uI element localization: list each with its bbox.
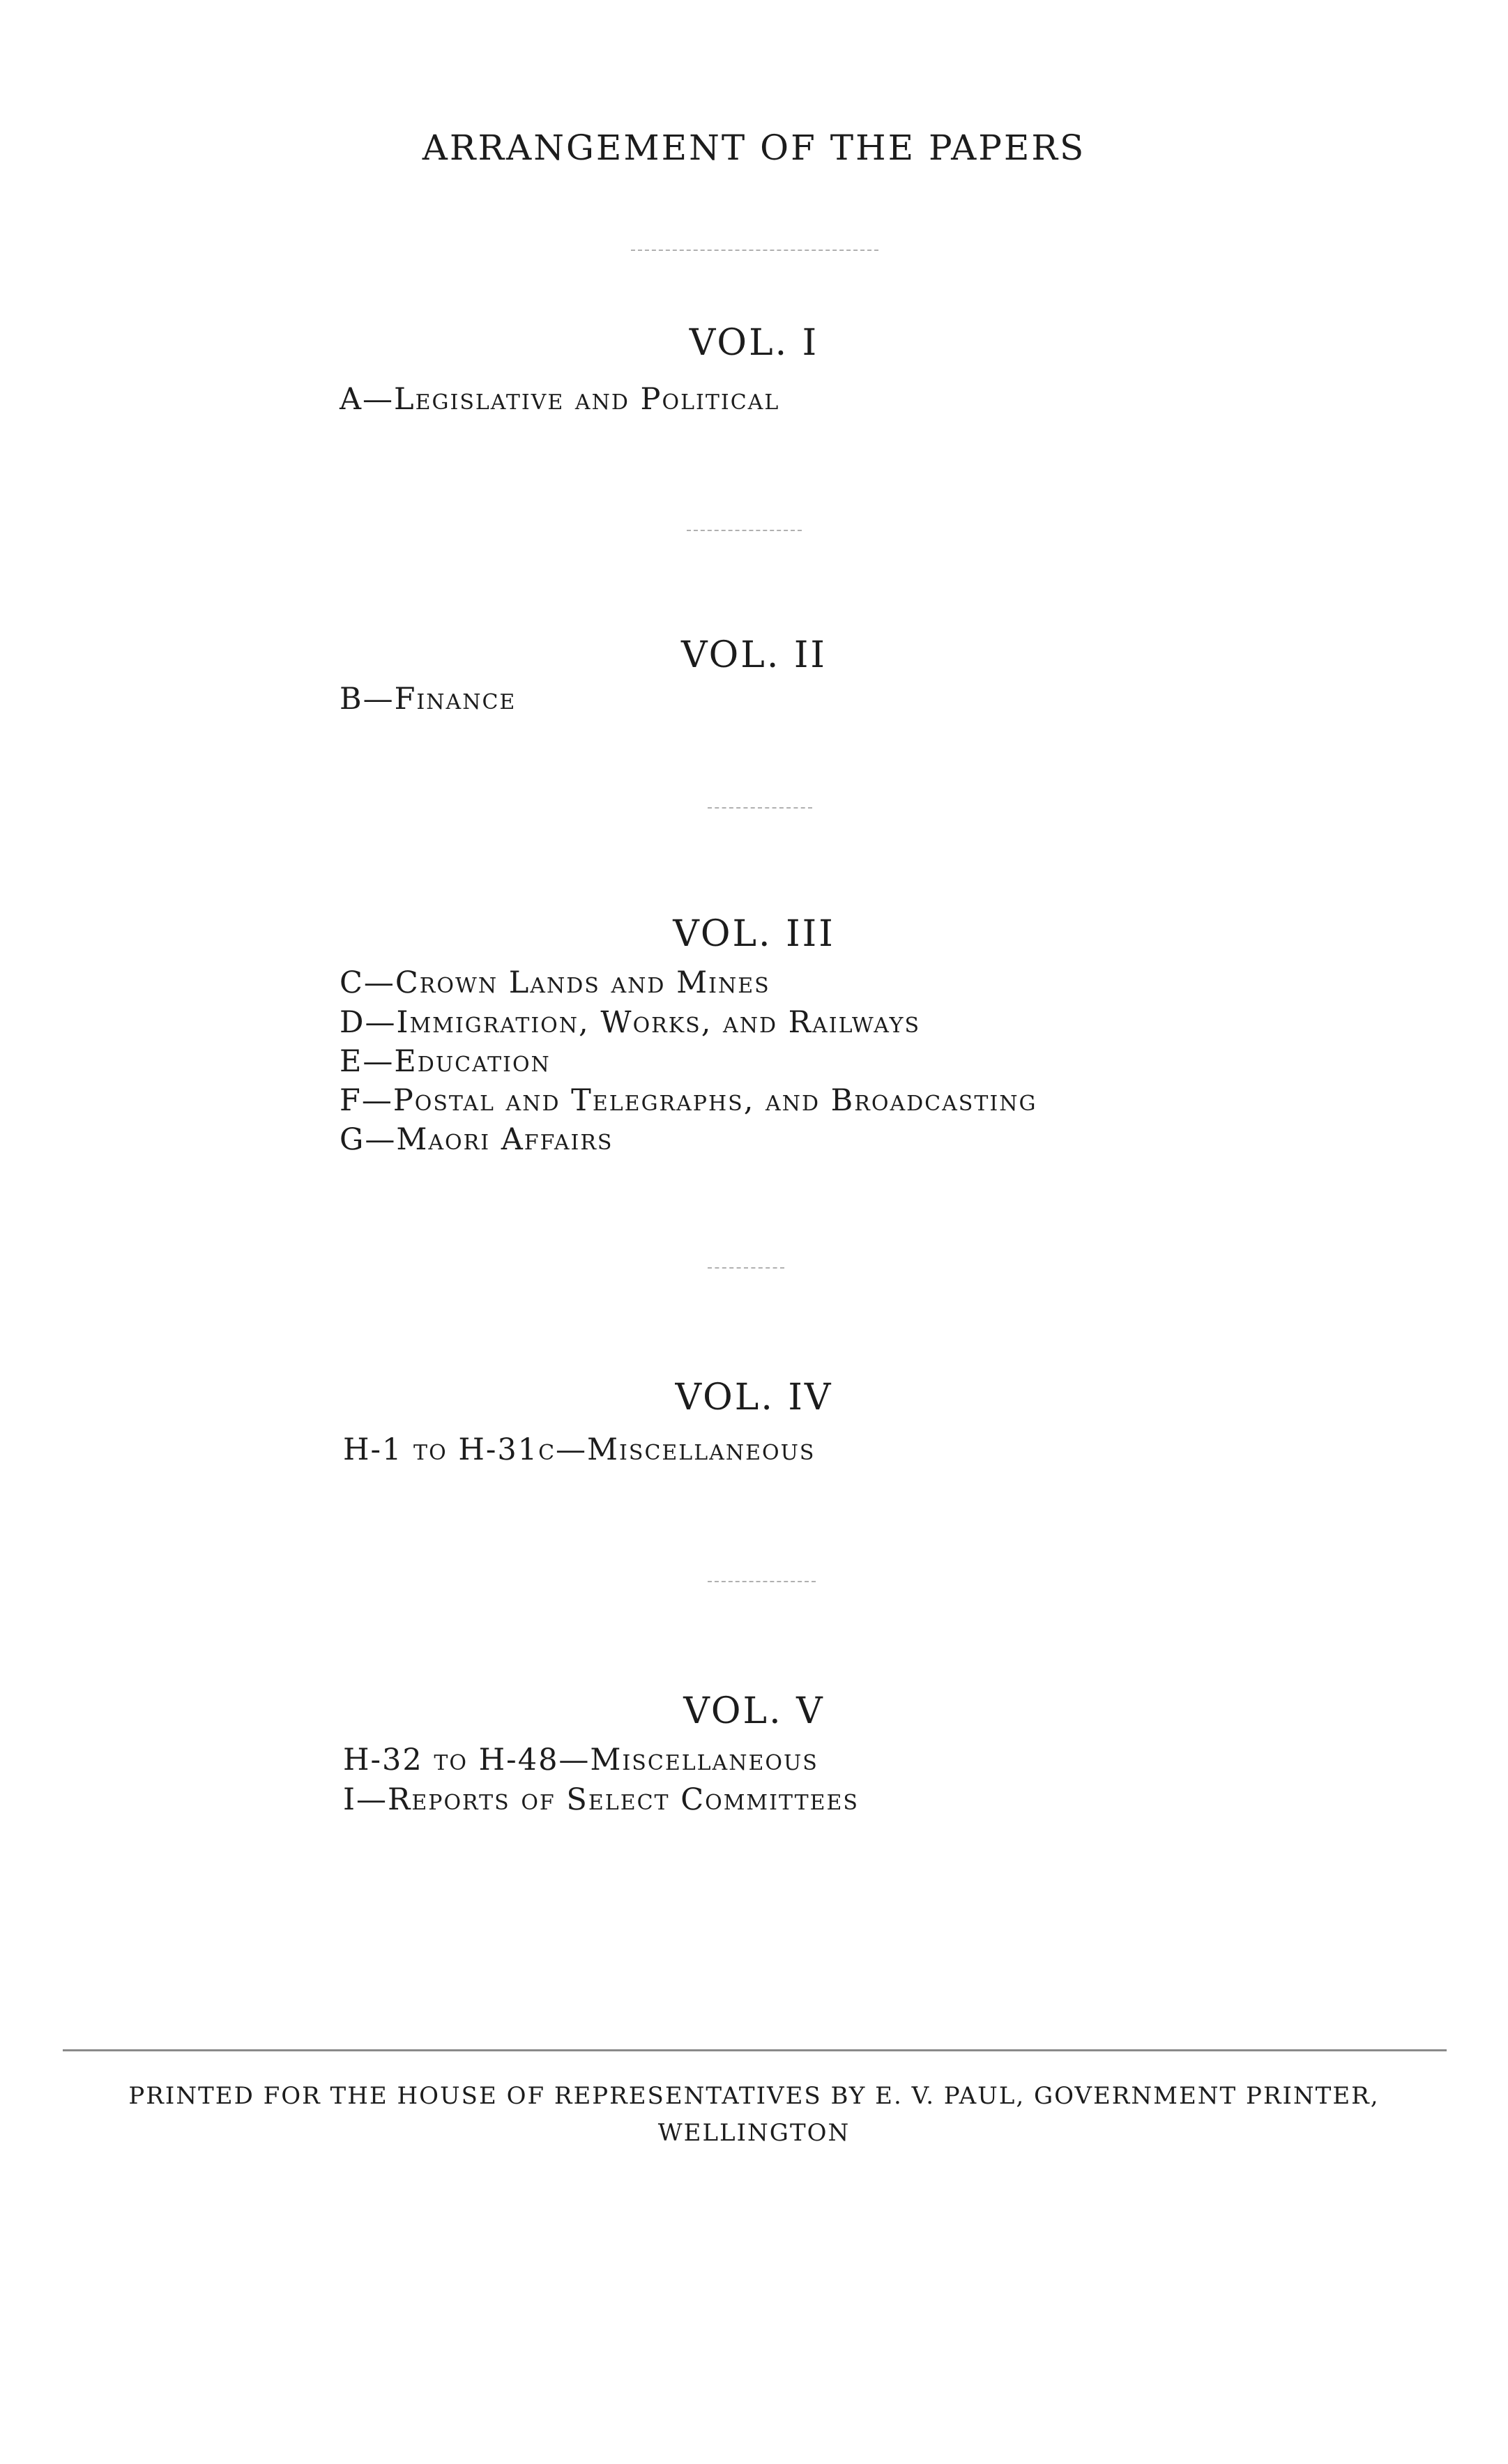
volume-heading-1: VOL. I: [689, 322, 819, 364]
separator: [687, 530, 802, 531]
volume-entry: A—Legislative and Political: [340, 382, 780, 417]
volume-entry: I—Reports of Select Committees: [343, 1782, 859, 1817]
separator: [708, 807, 812, 809]
footer-printer-line: PRINTED FOR THE HOUSE OF REPRESENTATIVES BY E. V. PAUL, GOVERNMENT PRINTER,: [128, 2082, 1380, 2110]
volume-heading-4: VOL. IV: [675, 1377, 833, 1418]
volume-heading-2: VOL. II: [681, 634, 827, 676]
footer-place-line: WELLINGTON: [657, 2119, 851, 2147]
volume-heading-3: VOL. III: [673, 913, 835, 955]
volume-entry: E—Education: [340, 1044, 551, 1079]
separator: [708, 1581, 816, 1582]
separator: [631, 250, 878, 251]
separator: [708, 1267, 784, 1269]
footer-rule: [63, 2049, 1447, 2051]
volume-heading-5: VOL. V: [683, 1690, 825, 1732]
volume-entry: F—Postal and Telegraphs, and Broadcasting: [340, 1083, 1037, 1118]
volume-entry: H-32 to H-48—Miscellaneous: [343, 1743, 818, 1777]
volume-entry: D—Immigration, Works, and Railways: [340, 1005, 921, 1040]
volume-entry: G—Maori Affairs: [340, 1122, 614, 1157]
volume-entry: H-1 to H-31c—Miscellaneous: [343, 1432, 816, 1467]
page-title: ARRANGEMENT OF THE PAPERS: [422, 128, 1086, 168]
volume-entry: C—Crown Lands and Mines: [340, 965, 770, 1000]
volume-entry: B—Finance: [340, 682, 517, 717]
